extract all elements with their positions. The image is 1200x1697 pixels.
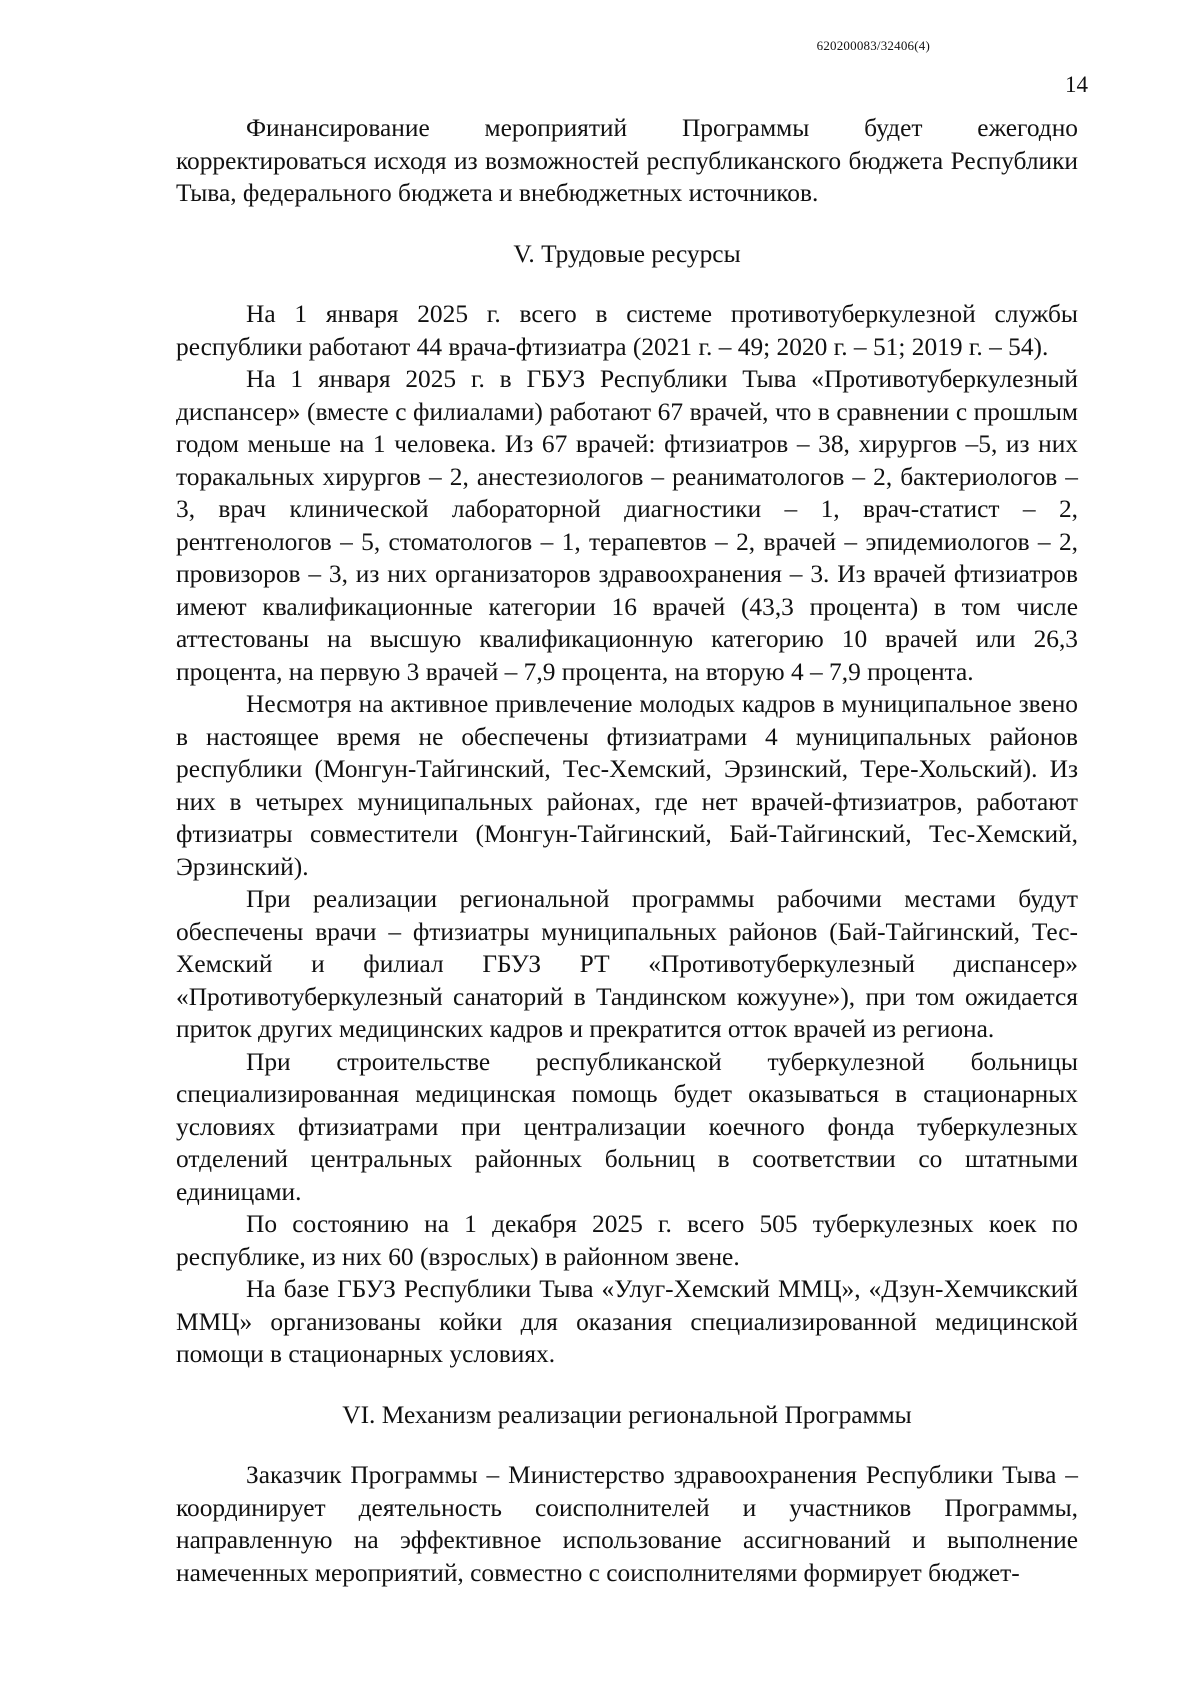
section5-paragraph-5: При строительстве республиканской туберкулезной больницы специализированная медицинская помощь будет оказываться в стационарных условиях фтизиатрами при централизации коечного фонда туберкулезных отделений центральных районных больниц в соответствии со штатными единицами. xyxy=(176,1047,1078,1206)
section-title-labor-resources: V. Трудовые ресурсы xyxy=(513,239,741,268)
document-code: 620200083/32406(4) xyxy=(816,38,930,53)
section5-paragraph-4: При реализации региональной программы рабочими местами будут обеспечены врачи – фтизиатры муниципальных районов (Бай-Тайгинский, Тес-Хемский и филиал ГБУЗ РТ «Противотуберкулезный диспансер» «Противотуберкулезный санаторий в Тандинском кожууне»), при том ожидается приток других медицинских кадров и прекратится отток врачей из региона. xyxy=(176,885,1078,1043)
section-title-implementation-mechanism: VI. Механизм реализации региональной Программы xyxy=(342,1400,912,1429)
section5-paragraph-3: Несмотря на активное привлечение молодых кадров в муниципальное звено в настоящее время не обеспечены фтизиатрами 4 муниципальных районов республики (Монгун-Тайгинский, Тес-Хемский, Эрзинский, Тере-Хольский). Из них в четырех муниципальных районах, где нет врачей-фтизиатров, работают фтизиатры совместители (Монгун-Тайгинский, Бай-Тайгинский, Тес-Хемский, Эрзинский). xyxy=(176,690,1078,881)
section5-paragraph-2: На 1 января 2025 г. в ГБУЗ Республики Тыва «Противотуберкулезный диспансер» (вместе с филиалами) работают 67 врачей, что в сравнении с прошлым годом меньше на 1 человека. Из 67 врачей: фтизиатров – 38, хирургов –5, из них торакальных хирургов – 2, анестезиологов – реаниматологов – 2, бактериологов – 3, врач клинической лабораторной диагностики – 1, врач-статист – 2, рентгенологов – 5, стоматологов – 1, терапевтов – 2, врачей – эпидемиологов – 2, провизоров – 3, из них организаторов здравоохранения – 3. Из врачей фтизиатров имеют квалификационные категории 16 врачей (43,3 процента) в том числе аттестованы на высшую квалификационную категорию 10 врачей или 26,3 процента, на первую 3 врачей – 7,9 процента, на вторую 4 – 7,9 процента. xyxy=(176,365,1078,686)
section5-paragraph-1: На 1 января 2025 г. всего в системе противотуберкулезной службы республики работают 44 врача-фтизиатра (2021 г. – 49; 2020 г. – 51; 2019 г. – 54). xyxy=(176,300,1078,361)
document-body xyxy=(176,112,1078,1589)
section5-paragraph-6: По состоянию на 1 декабря 2025 г. всего 505 туберкулезных коек по республике, из них 60 (взрослых) в районном звене. xyxy=(176,1210,1078,1271)
section6-paragraph-1: Заказчик Программы – Министерство здравоохранения Республики Тыва – координирует деятельность соисполнителей и участников Программы, направленную на эффективное использование ассигнований и выполнение намеченных мероприятий, совместно с соисполнителями формирует бюджет- xyxy=(176,1461,1078,1587)
page-number: 14 xyxy=(1065,72,1088,97)
intro-paragraph: Финансирование мероприятий Программы будет ежегодно корректироваться исходя из возможностей республиканского бюджета Республики Тыва, федерального бюджета и внебюджетных источников. xyxy=(176,114,1078,207)
section5-paragraph-7: На базе ГБУЗ Республики Тыва «Улуг-Хемский ММЦ», «Дзун-Хемчикский ММЦ» организованы койки для оказания специализированной медицинской помощи в стационарных условиях. xyxy=(176,1275,1078,1368)
